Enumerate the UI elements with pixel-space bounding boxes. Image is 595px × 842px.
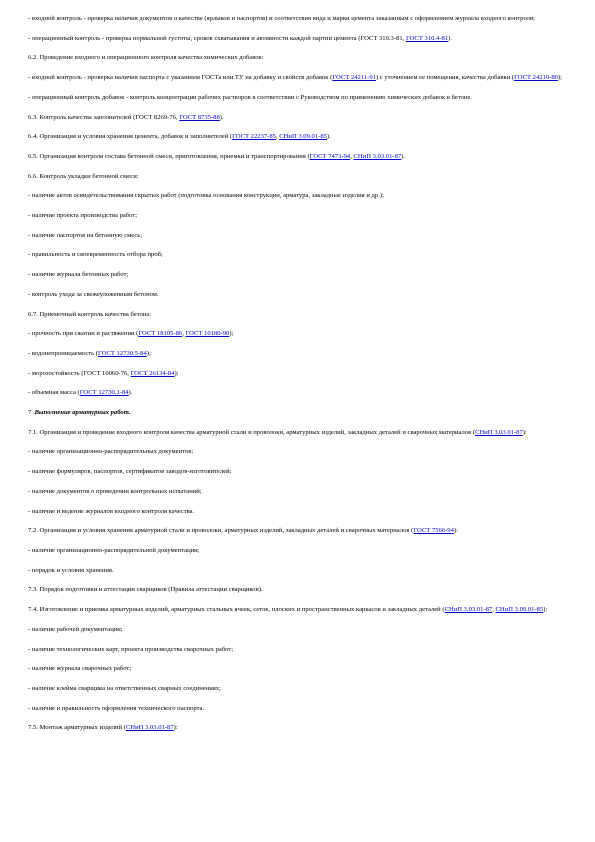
paragraph-text: 6.4. Организация и условия хранения цемента, добавок и заполнителей ( — [28, 133, 233, 141]
paragraph-text: - наличие документов о проведении контрольных испытаний; — [28, 487, 202, 495]
paragraph — [28, 53, 570, 62]
paragraph-text: 6.5. Организация контроля состава бетонной смеси, приготовления, приемки и транспортирования ( — [28, 152, 310, 160]
paragraph-text: ); — [174, 369, 179, 377]
paragraph-text: 7.3. Порядок подготовки и аттестации сварщиков (Правила аттестации сварщиков). — [28, 586, 263, 594]
paragraph-text: ): — [453, 527, 458, 535]
paragraph — [28, 369, 570, 378]
paragraph-text: - наличие актов освидетельствования скрытых работ (подготовка основания конструкции, арматура, закладные изделия и др.); — [28, 192, 384, 200]
paragraph — [28, 310, 570, 319]
paragraph — [28, 566, 570, 575]
paragraph — [28, 625, 570, 634]
paragraph-text: ). — [219, 113, 224, 121]
paragraph-text: ); — [557, 74, 562, 82]
paragraph-text: ). — [401, 152, 406, 160]
standard-reference-link[interactable]: ГОСТ 310.4-81 — [405, 34, 449, 42]
paragraph-text: - операционный контроль добавок - контроль концентрации рабочих растворов в соответствии с Руководством по применению химических добавок в бетоне. — [28, 93, 473, 101]
paragraph — [28, 270, 570, 279]
section-heading-text: Выполнение арматурных работ. — [34, 409, 131, 417]
document-body — [28, 14, 570, 743]
paragraph — [28, 73, 570, 82]
paragraph-text: ). — [448, 34, 452, 42]
paragraph — [28, 704, 570, 713]
paragraph — [28, 605, 570, 614]
paragraph-text: 6.6. Контроль укладки бетонной смеси: — [28, 172, 139, 180]
paragraph-text: - объемная масса ( — [28, 389, 80, 397]
paragraph-text: - наличие формуляров, паспортов, сертификатов заводов-изготовителей; — [28, 468, 232, 476]
paragraph-text: - порядок и условия хранения. — [28, 566, 114, 574]
paragraph-text: - входной контроль - проверка наличия паспорта с указанием ГОСТа или ТУ на добавку и свойств добавок ( — [28, 74, 333, 82]
paragraph-text: - входной контроль - проверка наличия документов о качестве (ярлыков и паспортов) и соответствия вида и марки цемента заказанным с оформлением журнала входного контроля; — [28, 15, 535, 22]
standard-reference-link[interactable]: СНиП 3.09.01-85 — [279, 133, 327, 141]
paragraph-text: - наличие организационно-распорядительной документации; — [28, 546, 200, 554]
standard-reference-link[interactable]: ГОСТ 7566-94 — [413, 527, 454, 535]
paragraph — [28, 585, 570, 594]
paragraph — [28, 723, 570, 732]
paragraph — [28, 428, 570, 437]
paragraph — [28, 191, 570, 200]
paragraph — [28, 546, 570, 555]
paragraph-text: ); — [229, 330, 234, 338]
paragraph-text: 7.2. Организация и условия хранения арматурной стали и проволоки, арматурных изделий, закладных деталей и сварочных материалов ( — [28, 527, 414, 535]
standard-reference-link[interactable]: СНиП 3.09.01-85 — [495, 606, 544, 614]
paragraph-text: , — [182, 330, 186, 338]
standard-reference-link[interactable]: ГОСТ 7473-94 — [309, 152, 351, 160]
paragraph — [28, 250, 570, 259]
paragraph-text: - наличие проекта производства работ; — [28, 212, 138, 220]
paragraph — [28, 447, 570, 456]
paragraph-text: ) с уточнением ее помещения, качества добавки ( — [375, 74, 515, 82]
paragraph-text: - наличие журнала сварочных работ; — [28, 665, 132, 673]
paragraph — [28, 132, 570, 141]
paragraph — [28, 329, 570, 338]
paragraph-text: - правильность и своевременность отбора проб; — [28, 251, 163, 259]
paragraph — [28, 172, 570, 181]
paragraph-text: - контроль ухода за свежеуложенным бетоном. — [28, 290, 159, 298]
paragraph-text: ). — [326, 133, 331, 141]
paragraph-text: 7.1. Организация и проведение входного контроля качества арматурной стали и проволоки, арматурных изделий, закладных деталей и сварочных материалов ( — [28, 428, 476, 436]
paragraph — [28, 684, 570, 693]
paragraph-text: - наличие паспортов на бетонную смесь; — [28, 231, 143, 239]
standard-reference-link[interactable]: ГОСТ 26134-84 — [130, 369, 175, 377]
paragraph-text: ); — [146, 349, 151, 357]
standard-reference-link[interactable]: ГОСТ 24210-80 — [514, 74, 558, 82]
paragraph-text: 7.4. Изготовление и приемка арматурных изделий, арматурных стальных ячеек, сеток, плоских и пространственных каркасов и закладных деталей ( — [28, 606, 445, 614]
paragraph — [28, 152, 570, 161]
paragraph — [28, 664, 570, 673]
standard-reference-link[interactable]: СНиП 3.03.01-87 — [125, 724, 174, 732]
standard-reference-link[interactable]: СНиП 3.03.01-87 — [353, 152, 402, 160]
paragraph-text: - прочность при сжатии и растяжении ( — [28, 330, 139, 338]
paragraph — [28, 388, 570, 397]
paragraph-text: 6.2. Проведение входного и операционного контроля качества химических добавок: — [28, 54, 264, 62]
standard-reference-link[interactable]: ГОСТ 8735-88 — [179, 113, 220, 121]
paragraph-text: - наличие и ведение журналов входного контроля качества. — [28, 507, 195, 515]
paragraph-text: - морозостойкость (ГОСТ 10060-76, — [28, 369, 131, 377]
paragraph — [28, 645, 570, 654]
paragraph — [28, 113, 570, 122]
standard-reference-link[interactable]: ГОСТ 18105-86 — [138, 330, 183, 338]
paragraph — [28, 34, 570, 43]
paragraph — [28, 507, 570, 516]
paragraph — [28, 231, 570, 240]
paragraph-text: - наличие технологических карт, проекта производства сварочных работ; — [28, 645, 234, 653]
paragraph-text: 7.5. Монтаж арматурных изделий ( — [28, 724, 126, 732]
paragraph-text: 6.3. Контроль качества заполнителей (ГОСТ 8269-76, — [28, 113, 180, 121]
paragraph-text: - операционный контроль - проверка нормальной густоты, сроков схватывания и активности каждой партии цемента (ГОСТ 310.3-81, — [28, 34, 406, 42]
paragraph-text: 7. — [28, 409, 35, 417]
paragraph-text: - наличие клейма сварщика на ответственных сварных соединениях; — [28, 684, 221, 692]
standard-reference-link[interactable]: СНиП 3.03.01-87 — [475, 428, 523, 436]
paragraph-text: , — [492, 606, 496, 614]
standard-reference-link[interactable]: ГОСТ 24211-91 — [332, 74, 376, 82]
standard-reference-link[interactable]: ГОСТ 10180-90 — [185, 330, 230, 338]
paragraph-text: 6.7. Приемочный контроль качества бетона: — [28, 310, 152, 318]
standard-reference-link[interactable]: ГОСТ 12730.5-84 — [97, 349, 147, 357]
paragraph-text: ). — [128, 389, 133, 397]
paragraph — [28, 526, 570, 535]
paragraph — [28, 14, 570, 23]
paragraph-text: ): — [522, 428, 527, 436]
paragraph-text: - водонепроницаемость ( — [28, 349, 98, 357]
paragraph-text: , — [350, 152, 354, 160]
paragraph-text: ): — [543, 606, 548, 614]
paragraph — [28, 487, 570, 496]
paragraph — [28, 467, 570, 476]
standard-reference-link[interactable]: СНиП 3.03.01-87 — [444, 606, 493, 614]
standard-reference-link[interactable]: ГОСТ 22237-85 — [232, 133, 276, 141]
paragraph-text: - наличие организационно-распорядительных документов; — [28, 448, 194, 456]
paragraph — [28, 290, 570, 299]
paragraph — [28, 211, 570, 220]
paragraph-text: , — [275, 133, 280, 141]
paragraph-text: ): — [173, 724, 178, 732]
paragraph-text: - наличие журнала бетонных работ; — [28, 271, 129, 279]
paragraph-text: - наличие рабочей документации; — [28, 625, 123, 633]
paragraph — [28, 408, 570, 417]
paragraph — [28, 349, 570, 358]
paragraph-text: - наличие и правильность оформления технического паспорта. — [28, 704, 205, 712]
standard-reference-link[interactable]: ГОСТ 12730.1-84 — [79, 389, 129, 397]
paragraph — [28, 93, 570, 102]
